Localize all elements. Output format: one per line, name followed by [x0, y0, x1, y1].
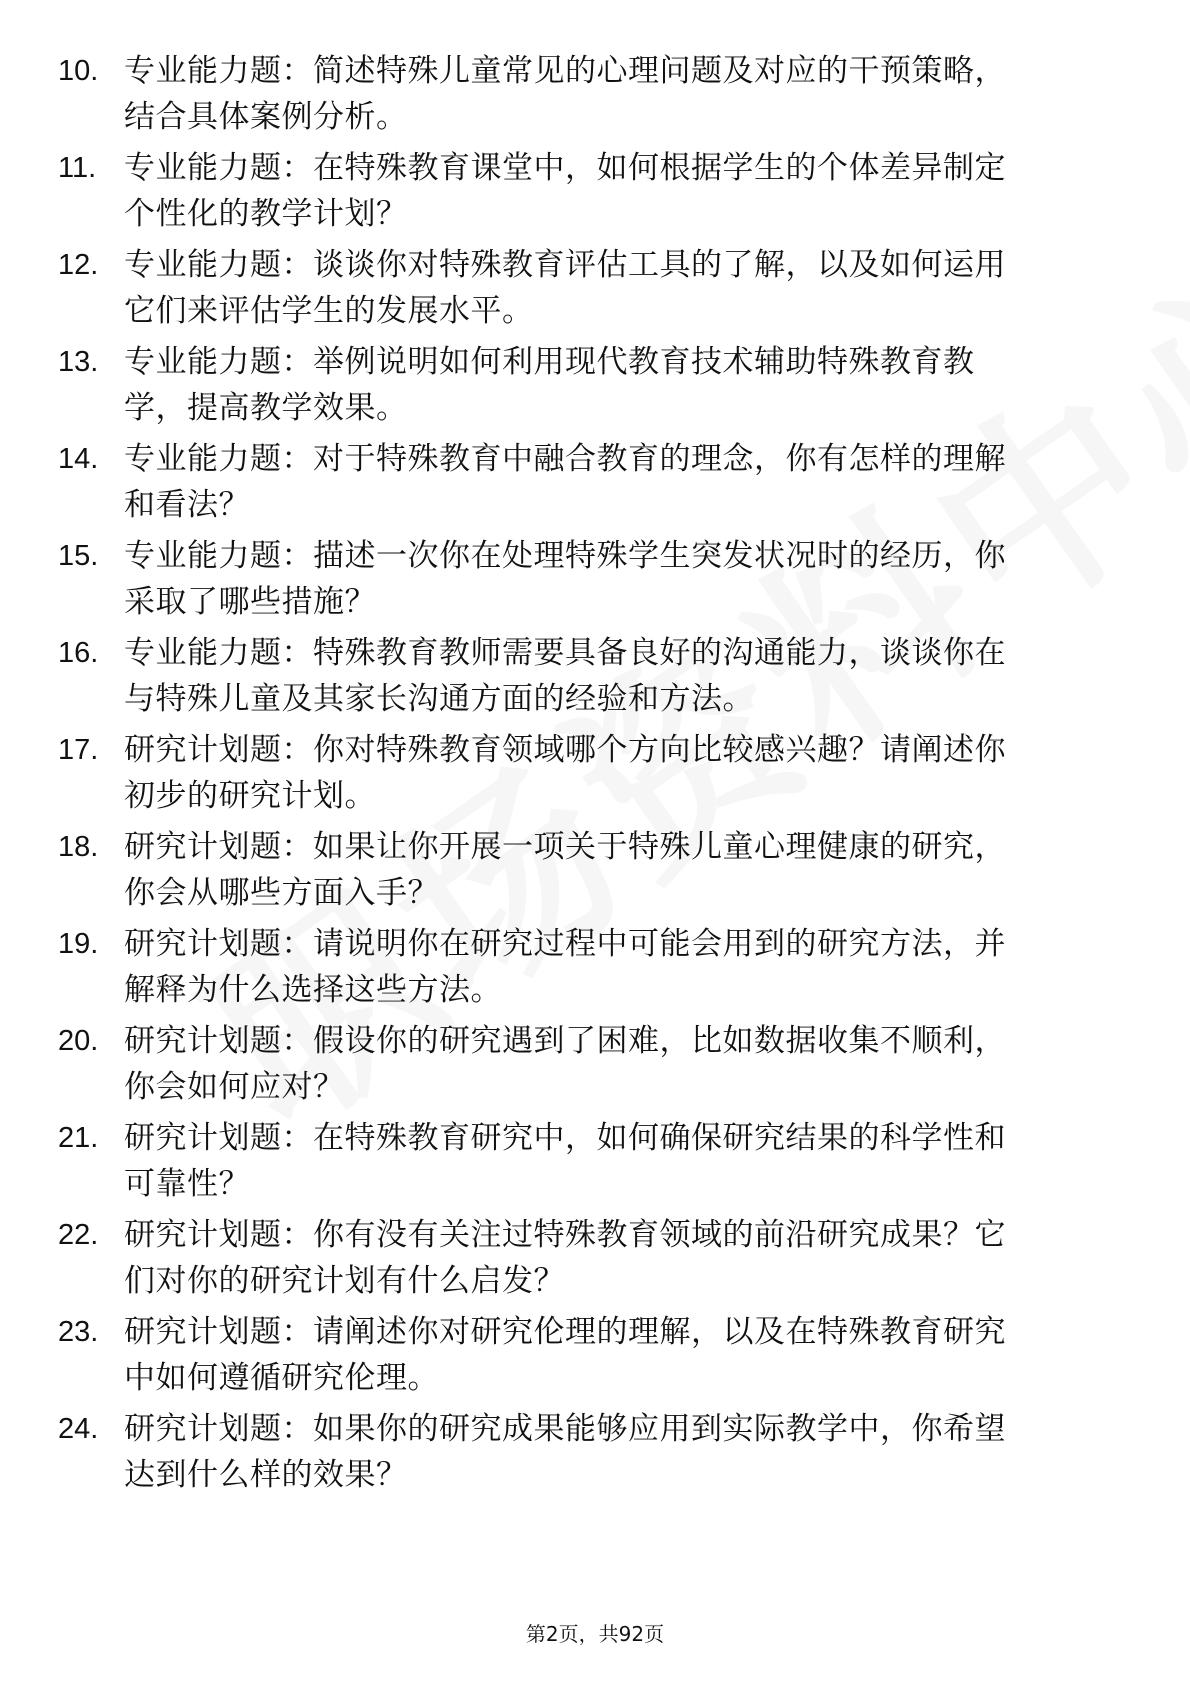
question-line: 专业能力题：举例说明如何利用现代教育技术辅助特殊教育教 — [124, 344, 975, 380]
question-item — [58, 1018, 1118, 1115]
question-text — [124, 48, 1118, 140]
question-item — [58, 1309, 1118, 1406]
question-text — [124, 1115, 1118, 1207]
question-number: 18. — [58, 831, 99, 863]
question-line: 可靠性？ — [124, 1166, 250, 1202]
question-item — [58, 630, 1118, 727]
question-number: 23. — [58, 1316, 99, 1348]
question-line: 研究计划题：在特殊教育研究中，如何确保研究结果的科学性和 — [124, 1120, 1006, 1156]
question-line: 初步的研究计划。 — [124, 778, 376, 814]
question-number: 24. — [58, 1413, 99, 1445]
question-line: 专业能力题：特殊教育教师需要具备良好的沟通能力，谈谈你在 — [124, 635, 1006, 671]
question-line: 专业能力题：在特殊教育课堂中，如何根据学生的个体差异制定 — [124, 150, 1006, 186]
question-item — [58, 242, 1118, 339]
question-number: 14. — [58, 443, 99, 475]
question-line: 专业能力题：简述特殊儿童常见的心理问题及对应的干预策略， — [124, 53, 1006, 89]
question-line: 它们来评估学生的发展水平。 — [124, 293, 534, 329]
question-number: 17. — [58, 734, 99, 766]
question-number: 22. — [58, 1219, 99, 1251]
question-line: 专业能力题：谈谈你对特殊教育评估工具的了解，以及如何运用 — [124, 247, 1006, 283]
question-text — [124, 436, 1118, 528]
question-number: 16. — [58, 637, 99, 669]
question-item — [58, 921, 1118, 1018]
question-number: 21. — [58, 1122, 99, 1154]
question-item — [58, 339, 1118, 436]
question-line: 们对你的研究计划有什么启发？ — [124, 1263, 565, 1299]
question-number: 20. — [58, 1025, 99, 1057]
question-number: 13. — [58, 346, 99, 378]
question-text — [124, 630, 1118, 722]
question-number: 19. — [58, 928, 99, 960]
question-line: 研究计划题：假设你的研究遇到了困难，比如数据收集不顺利， — [124, 1023, 1006, 1059]
question-line: 你会从哪些方面入手？ — [124, 875, 439, 911]
question-text — [124, 1309, 1118, 1401]
question-text — [124, 1212, 1118, 1304]
question-text — [124, 533, 1118, 625]
question-line: 专业能力题：描述一次你在处理特殊学生突发状况时的经历，你 — [124, 538, 1006, 574]
question-number: 12. — [58, 249, 99, 281]
question-line: 研究计划题：你有没有关注过特殊教育领域的前沿研究成果？它 — [124, 1217, 1006, 1253]
question-line: 达到什么样的效果？ — [124, 1457, 408, 1493]
page-indicator: 第2页，共92页 — [525, 1622, 665, 1646]
question-number: 11. — [58, 152, 97, 184]
question-item — [58, 824, 1118, 921]
question-number: 10. — [58, 55, 99, 87]
question-text — [124, 339, 1118, 431]
question-item — [58, 145, 1118, 242]
question-text — [124, 921, 1118, 1013]
question-line: 解释为什么选择这些方法。 — [124, 972, 502, 1008]
question-item — [58, 1212, 1118, 1309]
question-text — [124, 145, 1118, 237]
question-item — [58, 436, 1118, 533]
question-item — [58, 533, 1118, 630]
question-line: 采取了哪些措施？ — [124, 584, 376, 620]
question-text — [124, 824, 1118, 916]
question-number: 15. — [58, 540, 99, 572]
question-line: 研究计划题：请阐述你对研究伦理的理解，以及在特殊教育研究 — [124, 1314, 1006, 1350]
question-line: 研究计划题：如果让你开展一项关于特殊儿童心理健康的研究， — [124, 829, 1006, 865]
question-list — [58, 48, 1118, 1503]
question-item — [58, 1406, 1118, 1503]
question-line: 研究计划题：请说明你在研究过程中可能会用到的研究方法，并 — [124, 926, 1006, 962]
question-item — [58, 727, 1118, 824]
question-text — [124, 1018, 1118, 1110]
question-line: 学，提高教学效果。 — [124, 390, 408, 426]
question-line: 专业能力题：对于特殊教育中融合教育的理念，你有怎样的理解 — [124, 441, 1006, 477]
question-item — [58, 48, 1118, 145]
question-line: 与特殊儿童及其家长沟通方面的经验和方法。 — [124, 681, 754, 717]
question-line: 和看法？ — [124, 487, 250, 523]
question-text — [124, 727, 1118, 819]
question-line: 个性化的教学计划？ — [124, 196, 408, 232]
question-line: 你会如何应对？ — [124, 1069, 345, 1105]
question-line: 结合具体案例分析。 — [124, 99, 408, 135]
question-line: 中如何遵循研究伦理。 — [124, 1360, 439, 1396]
question-text — [124, 242, 1118, 334]
question-item — [58, 1115, 1118, 1212]
question-line: 研究计划题：你对特殊教育领域哪个方向比较感兴趣？请阐述你 — [124, 732, 1006, 768]
question-line: 研究计划题：如果你的研究成果能够应用到实际教学中，你希望 — [124, 1411, 1006, 1447]
question-text — [124, 1406, 1118, 1498]
